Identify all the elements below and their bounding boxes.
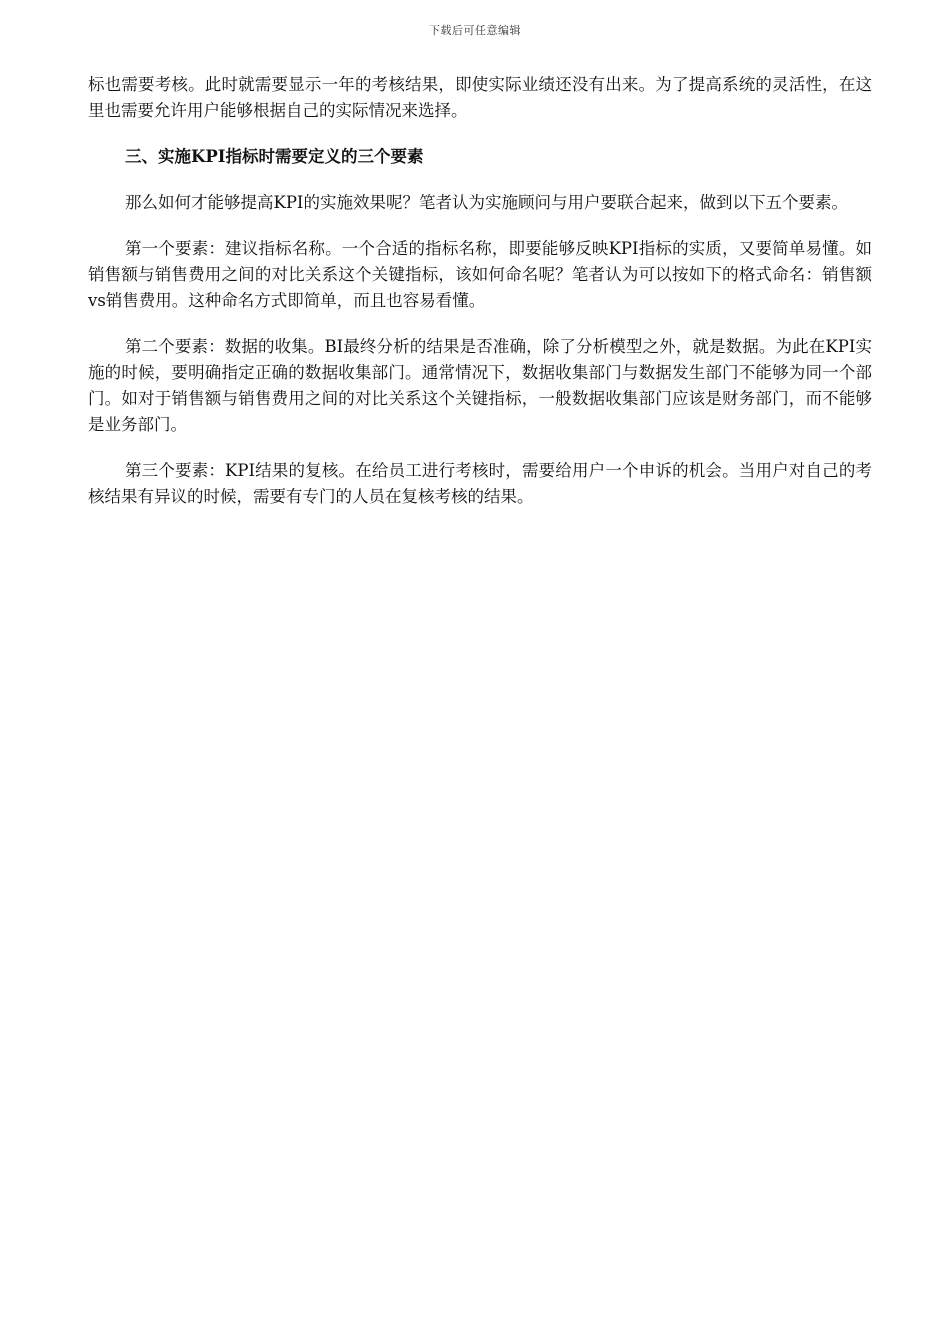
document-body <box>88 72 872 530</box>
paragraph: 第二个要素：数据的收集。BI最终分析的结果是否准确，除了分析模型之外，就是数据。为此在KPI实施的时候，要明确指定正确的数据收集部门。通常情况下，数据收集部门与数据发生部门不能够为同一个部门。如对于销售额与销售费用之间的对比关系这个关键指标，一般数据收集部门应该是财务部门，而不能够是业务部门。 <box>88 337 872 434</box>
paragraph: 第三个要素：KPI结果的复核。在给员工进行考核时，需要给用户一个申诉的机会。当用户对自己的考核结果有异议的时候，需要有专门的人员在复核考核的结果。 <box>88 461 872 506</box>
page-header: 下载后可任意编辑 <box>429 24 521 37</box>
section-heading: 三、实施KPI指标时需要定义的三个要素 <box>125 147 424 166</box>
intro-paragraph: 标也需要考核。此时就需要显示一年的考核结果，即使实际业绩还没有出来。为了提高系统的灵活性，在这里也需要允许用户能够根据自己的实际情况来选择。 <box>88 75 872 120</box>
paragraph: 第一个要素：建议指标名称。一个合适的指标名称，即要能够反映KPI指标的实质，又要简单易懂。如销售额与销售费用之间的对比关系这个关键指标，该如何命名呢？笔者认为可以按如下的格式命名：销售额vs销售费用。这种命名方式即简单，而且也容易看懂。 <box>88 239 872 310</box>
paragraph: 那么如何才能够提高KPI的实施效果呢？笔者认为实施顾问与用户要联合起来，做到以下五个要素。 <box>125 193 848 212</box>
